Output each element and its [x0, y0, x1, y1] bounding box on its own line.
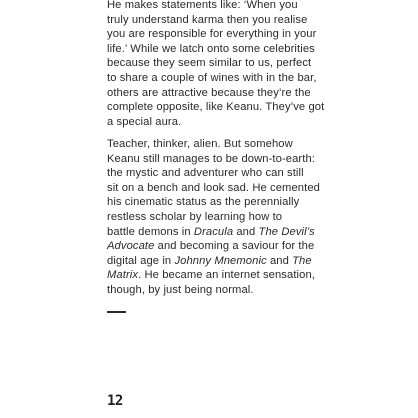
- text-line: his cinematic status as the perennially: [107, 196, 300, 209]
- text-line: sit on a bench and look sad. He cemented: [107, 181, 320, 194]
- text-line: battle demons in Dracula and The Devil’s: [107, 225, 315, 238]
- text-line: the mystic and adventurer who can still: [107, 167, 304, 180]
- section-divider: [107, 311, 126, 313]
- text-line: to share a couple of wines with in the bar,: [107, 71, 317, 84]
- text-line: He makes statements like: ‘When you: [107, 0, 298, 11]
- text-line: complete opposite, like Keanu. They’ve got: [107, 101, 325, 114]
- text-line: truly understand karma then you realise: [107, 13, 308, 26]
- film-title-the-matrix: Matrix: [107, 269, 139, 282]
- text-line: though, by just being normal.: [107, 283, 254, 296]
- text-line: Advocate and becoming a saviour for the: [107, 240, 315, 253]
- text-line: you are responsible for everything in your: [107, 28, 317, 41]
- film-title-the-matrix: The: [292, 254, 312, 267]
- text-line: Keanu still manages to be down-to-earth:: [107, 152, 315, 165]
- paragraph-1: [107, 0, 325, 129]
- film-title-devils-advocate: Advocate: [107, 240, 155, 253]
- text-line: life.’ While we latch onto some celebrities: [107, 42, 315, 55]
- text-line: digital age in Johnny Mnemonic and The: [107, 254, 312, 267]
- text-line: restless scholar by learning how to: [107, 210, 283, 223]
- text-line: Matrix. He became an internet sensation,: [107, 269, 315, 282]
- paragraph-2: [107, 137, 320, 298]
- text-line: a special aura.: [107, 115, 182, 128]
- film-title-devils-advocate: The Devil’s: [258, 225, 315, 238]
- film-title-johnny-mnemonic: Johnny Mnemonic: [174, 254, 267, 267]
- film-title-dracula: Dracula: [193, 225, 234, 238]
- page-number: 12: [107, 393, 123, 409]
- text-line: others are attractive because they’re the: [107, 86, 311, 99]
- text-line: because they seem similar to us, perfect: [107, 57, 312, 70]
- text-line: Teacher, thinker, alien. But somehow: [107, 138, 293, 150]
